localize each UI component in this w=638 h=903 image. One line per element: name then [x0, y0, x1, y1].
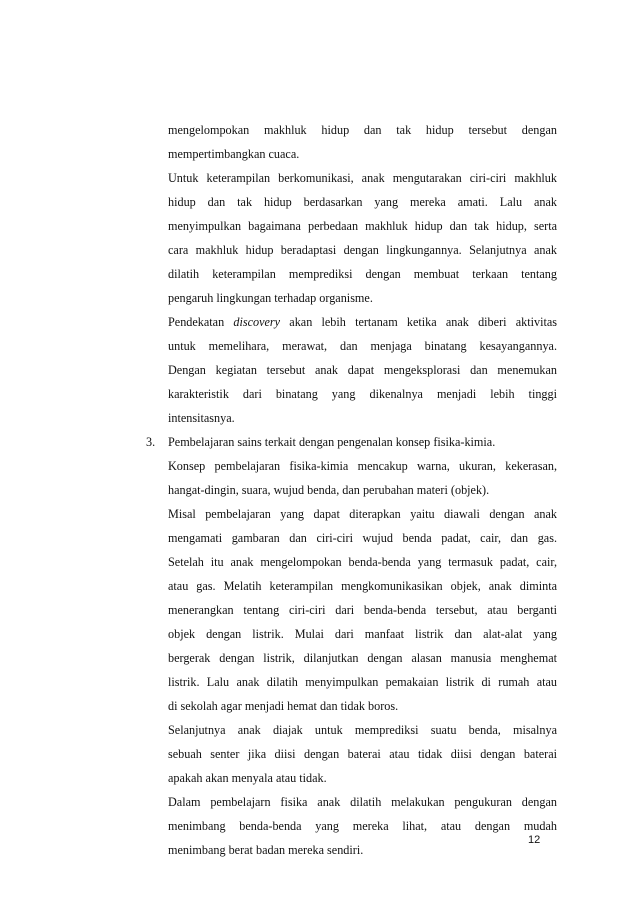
text-line: intensitasnya. — [168, 411, 235, 425]
text-line: sebuah senter jika diisi dengan baterai atau tidak diisi dengan baterai — [168, 747, 557, 761]
text-line: Dengan kegiatan tersebut anak dapat mengeksplorasi dan menemukan — [168, 363, 557, 377]
text-line-discovery — [168, 314, 557, 330]
text-line: karakteristik dari binatang yang dikenalnya menjadi lebih tinggi — [168, 387, 557, 401]
text-line: di sekolah agar menjadi hemat dan tidak boros. — [168, 699, 399, 713]
text-line: menerangkan tentang ciri-ciri dari benda-benda tersebut, atau berganti — [168, 603, 557, 617]
text-line: Selanjutnya anak diajak untuk memprediksi suatu benda, misalnya — [168, 723, 557, 737]
text-line: mengamati gambaran dan ciri-ciri wujud benda padat, cair, dan gas. — [168, 531, 557, 545]
text-line: Untuk keterampilan berkomunikasi, anak mengutarakan ciri-ciri makhluk — [168, 171, 557, 185]
italic-term-discovery: discovery — [233, 315, 281, 329]
text-line: apakah akan menyala atau tidak. — [168, 771, 327, 785]
text-line: mengelompokan makhluk hidup dan tak hidup tersebut dengan — [168, 123, 557, 137]
text-line: dilatih keterampilan memprediksi dengan membuat terkaan tentang — [168, 267, 557, 281]
text-line: Misal pembelajaran yang dapat diterapkan yaitu diawali dengan anak — [168, 507, 557, 521]
text-line: menimbang benda-benda yang mereka lihat, atau dengan mudah — [168, 819, 557, 833]
text-line: objek dengan listrik. Mulai dari manfaat listrik dan alat-alat yang — [168, 627, 557, 641]
text-line: bergerak dengan listrik, dilanjutkan dengan alasan manusia menghemat — [168, 651, 557, 665]
list-marker: 3. — [146, 435, 156, 449]
text-line: untuk memelihara, merawat, dan menjaga binatang kesayangannya. — [168, 339, 557, 353]
text-line: Dalam pembelajarn fisika anak dilatih melakukan pengukuran dengan — [168, 795, 557, 809]
text-line: Setelah itu anak mengelompokan benda-benda yang termasuk padat, cair, — [168, 555, 557, 569]
list-item-heading: Pembelajaran sains terkait dengan pengenalan konsep fisika-kimia. — [168, 435, 496, 449]
text-line: mempertimbangkan cuaca. — [168, 147, 300, 161]
text-line: hangat-dingin, suara, wujud benda, dan perubahan materi (objek). — [168, 483, 490, 497]
text-segment: Pendekatan — [168, 315, 234, 329]
text-line: menyimpulkan bagaimana perbedaan makhluk hidup dan tak hidup, serta — [168, 219, 557, 233]
text-line: listrik. Lalu anak dilatih menyimpulkan pemakaian listrik di rumah atau — [168, 675, 557, 689]
text-line: menimbang berat badan mereka sendiri. — [168, 843, 364, 857]
text-line: pengaruh lingkungan terhadap organisme. — [168, 291, 373, 305]
text-line: hidup dan tak hidup berdasarkan yang mereka amati. Lalu anak — [168, 195, 557, 209]
text-line: atau gas. Melatih keterampilan mengkomunikasikan objek, anak diminta — [168, 579, 557, 593]
text-line: cara makhluk hidup beradaptasi dengan lingkungannya. Selanjutnya anak — [168, 243, 557, 257]
text-segment: akan lebih tertanam ketika anak diberi aktivitas — [280, 315, 558, 329]
text-line: Konsep pembelajaran fisika-kimia mencakup warna, ukuran, kekerasan, — [168, 459, 557, 473]
page-number: 12 — [528, 834, 541, 846]
